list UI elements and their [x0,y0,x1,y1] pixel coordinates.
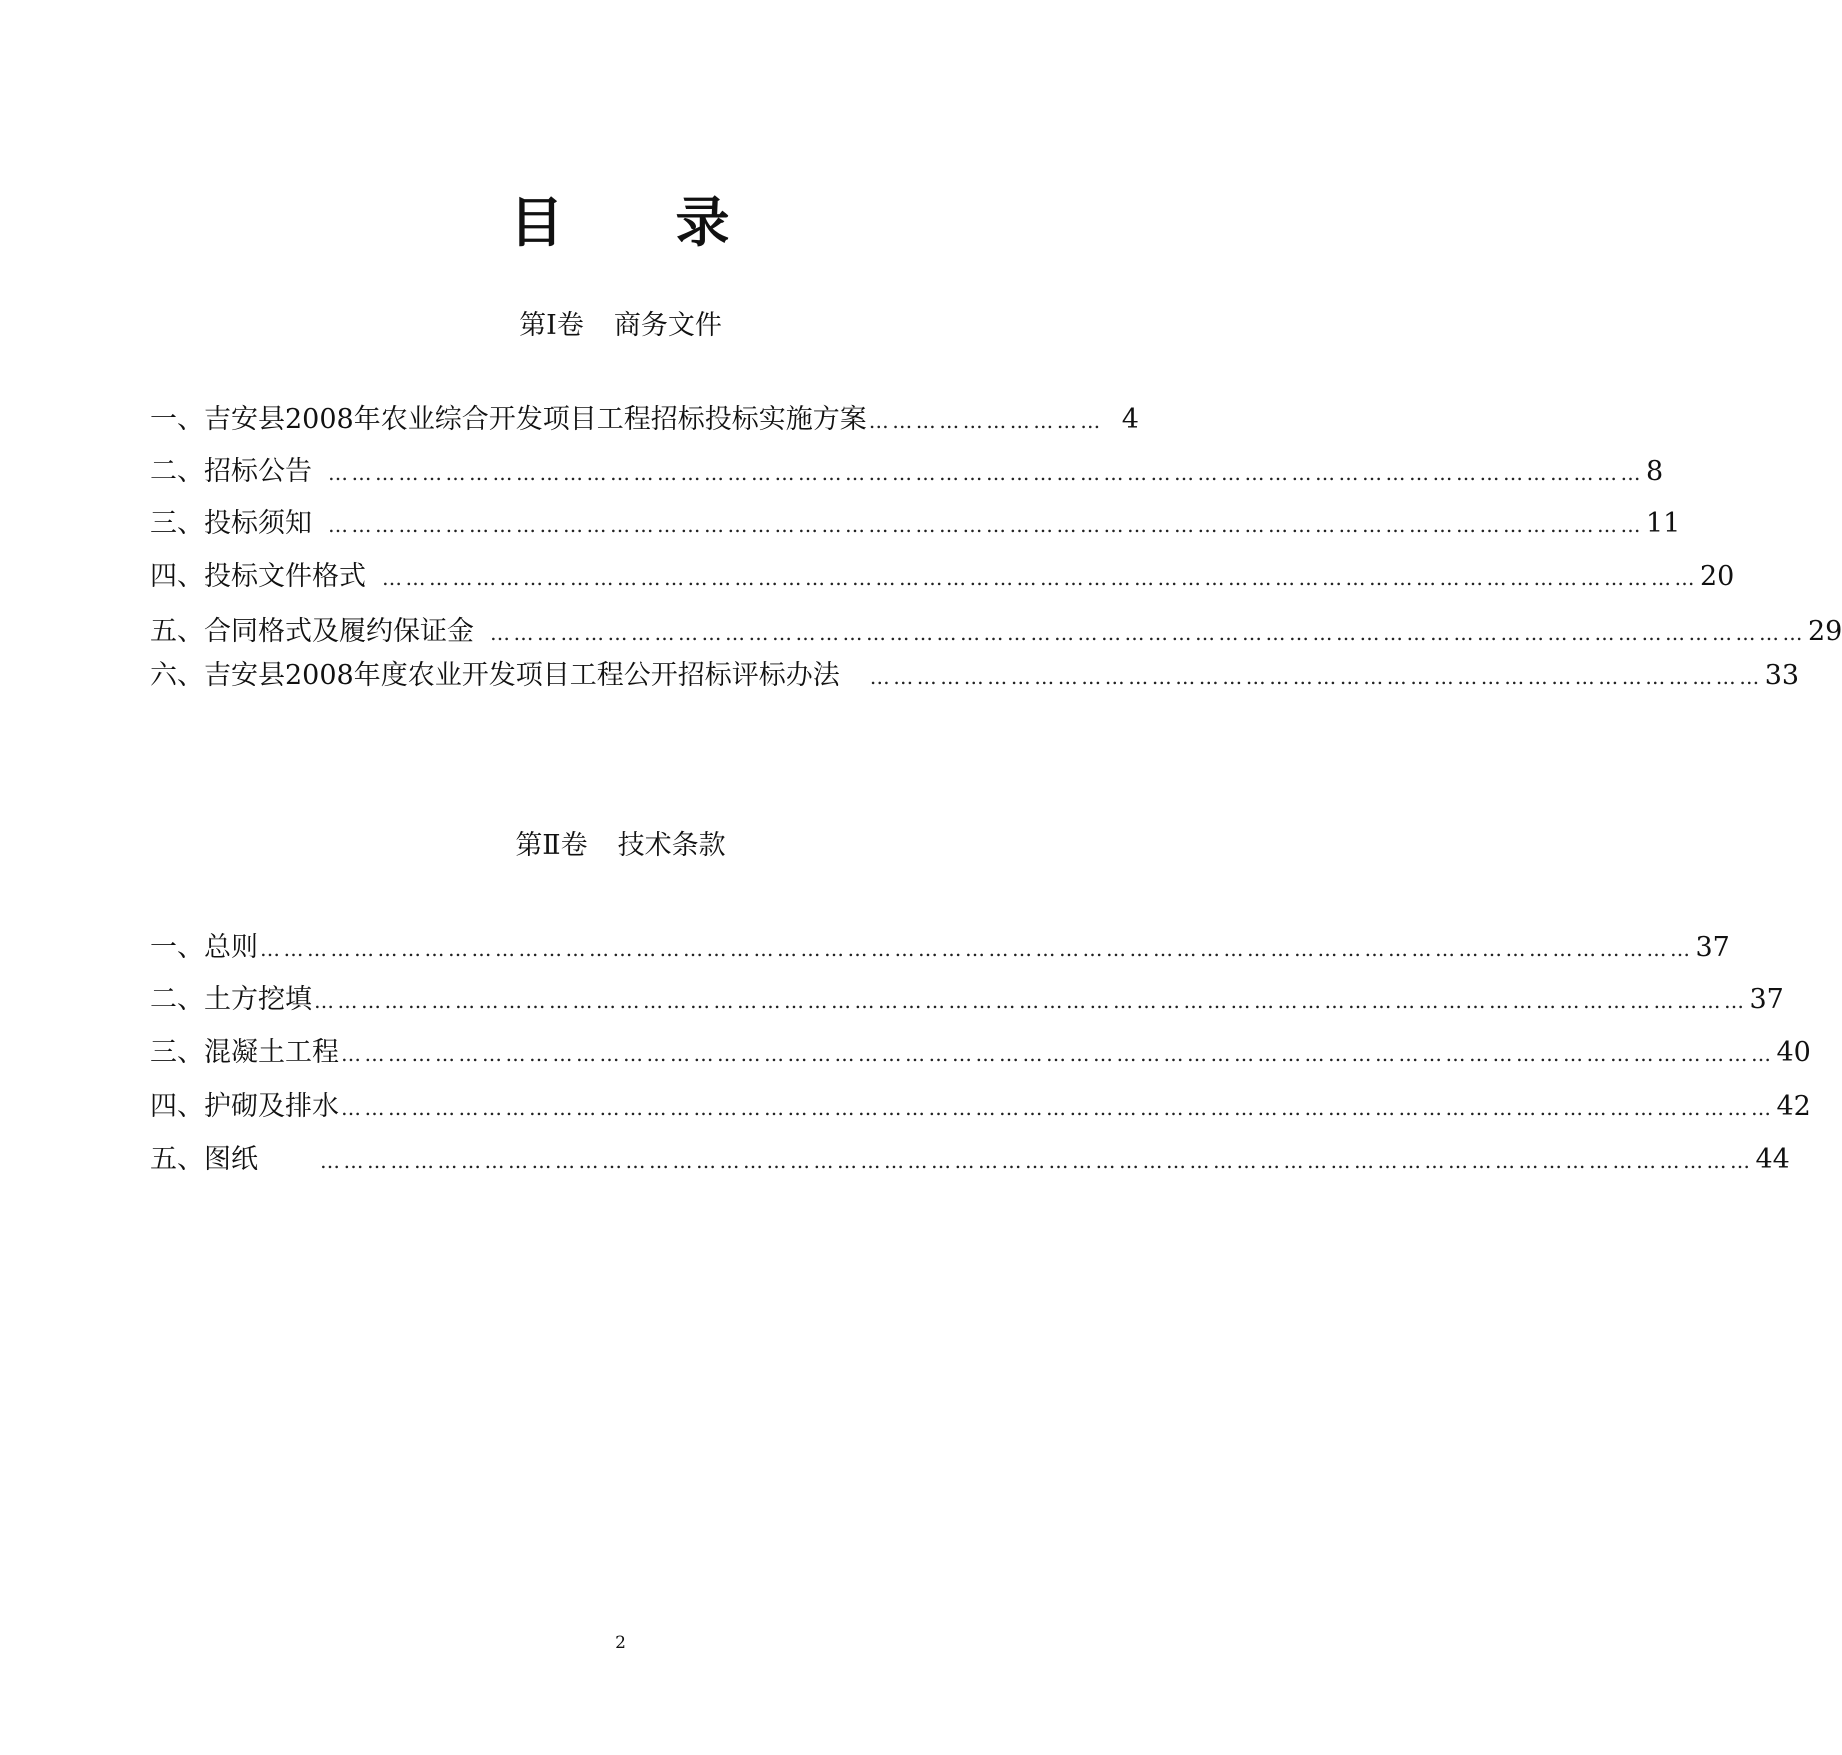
title-char-2: 录 [675,191,732,254]
toc-entry-label: 一、吉安县2008年农业综合开发项目工程招标投标实施方案 [150,404,867,435]
toc-entry-page: 44 [1755,1144,1790,1175]
toc-entry-label: 四、投标文件格式 [150,561,366,592]
toc-entry-page: 4 [1121,404,1139,435]
toc-leader-dots: ………………………………………………………………………………………………………………………………………………………………… [320,1149,1754,1173]
toc-leader-dots: ………………………………………………………………………………………………………………………………………………………………… [341,1042,1775,1066]
toc-entry-label: 四、护砌及排水 [150,1091,339,1122]
toc-entry-label: 二、土方挖填 [150,984,312,1015]
toc-entry-page: 8 [1646,456,1664,487]
toc-leader-dots: …………………………………………………………………………………………………………………………………………………… [328,513,1644,537]
toc-leader-dots: ………………………… [868,409,1104,433]
toc-entry-page: 37 [1749,984,1784,1015]
toc-entry[interactable] [150,560,1735,595]
toc-leader-dots: ………………………………………………………………………………………………………………………………………………………………… [341,1096,1775,1120]
toc-entry[interactable] [150,507,1681,542]
volume-1-name: 商务文件 [613,310,722,341]
toc-entry[interactable] [150,659,1800,694]
toc-entry[interactable] [150,615,1842,650]
toc-entry[interactable] [150,1036,1811,1071]
page-number: 2 [615,1633,626,1653]
toc-entry[interactable] [150,1090,1811,1125]
toc-leader-dots: …………………………………………………………………………………………………………………………………………………… [328,461,1644,485]
toc-entry-page: 29 [1808,616,1842,647]
volume-2-prefix: 第Ⅱ卷 [515,830,588,861]
toc-entry-label: 六、吉安县2008年度农业开发项目工程公开招标评标办法 [150,660,840,691]
toc-entry-label: 一、总则 [150,932,258,963]
toc-entry[interactable] [150,1143,1790,1178]
page-title [0,180,1241,257]
toc-entry[interactable] [150,403,1139,438]
toc-entry-label: 五、图纸 [150,1144,258,1175]
volume-2-name: 技术条款 [617,830,726,861]
toc-entry-label: 三、投标须知 [150,508,312,539]
toc-entry-page: 33 [1764,660,1800,691]
title-char-1: 目 [509,191,566,254]
volume-1-heading [0,303,1241,342]
toc-entry-page: 40 [1776,1037,1811,1068]
toc-entry[interactable] [150,983,1784,1018]
toc-leader-dots: …………………………………………………………………………………………………………………………………………………… [382,566,1698,590]
volume-2-heading [0,823,1241,862]
toc-entry-label: 三、混凝土工程 [150,1037,339,1068]
toc-leader-dots: ………………………………………………………………………………………………………………………………………………………………… [260,937,1694,961]
toc-entry[interactable] [150,931,1730,966]
toc-entry-label: 二、招标公告 [150,456,312,487]
volume-1-prefix: 第Ⅰ卷 [519,310,584,341]
toc-entry[interactable] [150,455,1664,490]
toc-entry-page: 42 [1776,1091,1811,1122]
toc-leader-dots: …………………………………………………………………………………………………………………………………………………… [490,621,1806,645]
toc-entry-label: 五、合同格式及履约保证金 [150,616,474,647]
toc-leader-dots: ………………………………………………………………………………………………………………………………………………………………… [314,989,1748,1013]
toc-entry-page: 11 [1646,508,1681,539]
toc-entry-page: 37 [1695,932,1730,963]
toc-entry-page: 20 [1700,561,1735,592]
toc-leader-dots: …………………………………………………………………………………………………… [869,665,1763,689]
